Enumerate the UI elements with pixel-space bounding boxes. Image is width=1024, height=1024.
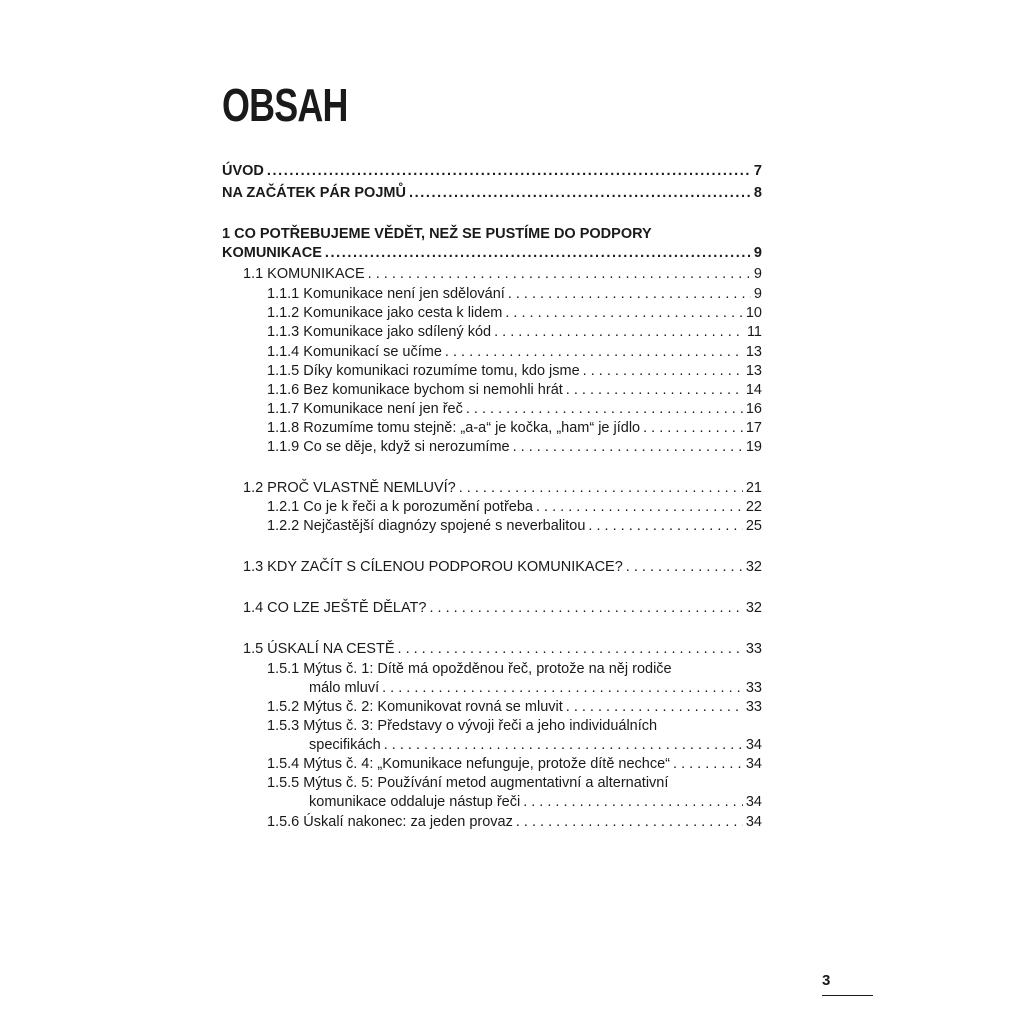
toc-entry-1-1[interactable] [243, 265, 762, 284]
toc-entry-page: 17 [745, 420, 762, 436]
toc-entry-page: 33 [745, 680, 762, 696]
toc-entry-chapter-1[interactable] [222, 244, 762, 263]
dot-leader [523, 793, 743, 812]
toc-entry-1-1-9[interactable] [267, 438, 762, 457]
toc-entry-page: 34 [745, 756, 762, 772]
toc-entry-label: 1.3 KDY ZAČÍT S CÍLENOU PODPOROU KOMUNIKACE? [243, 559, 623, 575]
toc-entry-1-4[interactable] [243, 599, 762, 618]
dot-leader [566, 698, 743, 717]
dot-leader [325, 244, 751, 263]
toc-entry-page: 16 [745, 401, 762, 417]
toc-entry-label: 1.1 KOMUNIKACE [243, 266, 365, 282]
dot-leader [508, 285, 751, 304]
toc-entry-label: 1.1.7 Komunikace není jen řeč [267, 401, 463, 417]
toc-entry-1-1-7[interactable] [267, 400, 762, 419]
toc-entry-1-5-1[interactable] [309, 679, 762, 698]
toc-entry-label: 1.1.4 Komunikací se učíme [267, 344, 442, 360]
toc-entry-page: 10 [745, 305, 762, 321]
dot-leader [409, 184, 751, 203]
toc-entry-page: 14 [745, 382, 762, 398]
toc-entry-1-5-5-line1: 1.5.5 Mýtus č. 5: Používání metod augmentativní a alternativní [267, 775, 669, 791]
toc-entry-label: 1.5.6 Úskalí nakonec: za jeden provaz [267, 814, 513, 830]
dot-leader [384, 736, 743, 755]
dot-leader [382, 679, 743, 698]
toc-entry-1-2-2[interactable] [267, 517, 762, 536]
toc-entry-label: 1.1.5 Díky komunikaci rozumíme tomu, kdo jsme [267, 363, 580, 379]
toc-entry-1-5-6[interactable] [267, 813, 762, 832]
toc-entry-page: 33 [745, 641, 762, 657]
toc-entry-page: 11 [746, 324, 762, 340]
toc-entry-1-5-2[interactable] [267, 698, 762, 717]
dot-leader [513, 438, 743, 457]
toc-entry-page: 9 [753, 286, 762, 302]
toc-entry-1-1-3[interactable] [267, 323, 762, 342]
toc-entry-label: 1.5.4 Mýtus č. 4: „Komunikace nefunguje, protože dítě nechce“ [267, 756, 671, 772]
toc-entry-1-5-3-line1: 1.5.3 Mýtus č. 3: Představy o vývoji řeči a jeho individuálních [267, 718, 658, 734]
toc-entry-label: 1.1.9 Co se děje, když si nerozumíme [267, 439, 510, 455]
toc-entry-page: 34 [745, 814, 762, 830]
toc-entry-label: 1.1.6 Bez komunikace bychom si nemohli hrát [267, 382, 563, 398]
dot-leader [398, 640, 743, 659]
toc-entry-uvod[interactable] [222, 162, 762, 181]
dot-leader [588, 517, 742, 536]
toc-entry-label: NA ZAČÁTEK PÁR POJMŮ [222, 185, 406, 201]
dot-leader [445, 343, 743, 362]
toc-entry-1-1-8[interactable] [267, 419, 762, 438]
page-title: OBSAH [222, 79, 348, 131]
toc-entry-page: 9 [753, 245, 762, 261]
toc-entry-label: specifikách [309, 737, 381, 753]
toc-entry-1-2[interactable] [243, 479, 762, 498]
dot-leader [459, 479, 743, 498]
toc-entry-page: 8 [753, 185, 762, 201]
toc-entry-label: 1.1.1 Komunikace není jen sdělování [267, 286, 505, 302]
toc-entry-label: 1.5 ÚSKALÍ NA CESTĚ [243, 641, 395, 657]
toc-entry-label: 1.4 CO LZE JEŠTĚ DĚLAT? [243, 600, 427, 616]
toc-entry-page: 32 [745, 600, 762, 616]
dot-leader [626, 558, 743, 577]
dot-leader [267, 162, 751, 181]
toc-entry-page: 9 [753, 266, 762, 282]
toc-entry-label: komunikace oddaluje nástup řeči [309, 794, 521, 810]
dot-leader [505, 304, 743, 323]
toc-entry-label: KOMUNIKACE [222, 245, 322, 261]
toc-entry-page: 21 [745, 480, 762, 496]
toc-entry-label: ÚVOD [222, 163, 264, 179]
toc-entry-label: 1.1.3 Komunikace jako sdílený kód [267, 324, 492, 340]
toc-entry-page: 32 [745, 559, 762, 575]
toc-entry-1-1-5[interactable] [267, 362, 762, 381]
toc-entry-label: málo mluví [309, 680, 380, 696]
toc-entry-1-1-1[interactable] [267, 285, 762, 304]
dot-leader [643, 419, 743, 438]
toc-chapter-1-title: 1 CO POTŘEBUJEME VĚDĚT, NEŽ SE PUSTÍME DO PODPORY [222, 226, 652, 242]
dot-leader [673, 755, 743, 774]
toc-entry-page: 25 [745, 518, 762, 534]
toc-entry-1-5-5[interactable] [309, 793, 762, 812]
toc-entry-page: 33 [745, 699, 762, 715]
toc-entry-1-3[interactable] [243, 558, 762, 577]
toc-entry-1-5[interactable] [243, 640, 762, 659]
toc-entry-label: 1.1.2 Komunikace jako cesta k lidem [267, 305, 503, 321]
toc-entry-label: 1.5.2 Mýtus č. 2: Komunikovat rovná se mluvit [267, 699, 563, 715]
dot-leader [516, 813, 743, 832]
dot-leader [583, 362, 743, 381]
dot-leader [494, 323, 744, 342]
toc-entry-1-2-1[interactable] [267, 498, 762, 517]
toc-entry-page: 7 [753, 163, 762, 179]
toc-entry-1-5-3[interactable] [309, 736, 762, 755]
toc-entry-pojmy[interactable] [222, 184, 762, 203]
dot-leader [368, 265, 751, 284]
toc-entry-1-1-6[interactable] [267, 381, 762, 400]
toc-entry-1-1-2[interactable] [267, 304, 762, 323]
toc-entry-page: 34 [745, 794, 762, 810]
toc-entry-page: 22 [745, 499, 762, 515]
page-number: 3 [822, 972, 831, 989]
toc-entry-1-5-4[interactable] [267, 755, 762, 774]
toc-entry-label: 1.2.1 Co je k řeči a k porozumění potřeba [267, 499, 533, 515]
toc-entry-page: 19 [745, 439, 762, 455]
toc-entry-page: 34 [745, 737, 762, 753]
toc-entry-page: 13 [745, 344, 762, 360]
toc-entry-1-5-1-line1: 1.5.1 Mýtus č. 1: Dítě má opožděnou řeč, protože na něj rodiče [267, 661, 672, 677]
toc-entry-1-1-4[interactable] [267, 343, 762, 362]
dot-leader [536, 498, 743, 517]
page-number-rule [822, 995, 873, 996]
dot-leader [466, 400, 743, 419]
toc-entry-page: 13 [745, 363, 762, 379]
toc-entry-label: 1.1.8 Rozumíme tomu stejně: „a-a“ je kočka, „ham“ je jídlo [267, 420, 641, 436]
dot-leader [429, 599, 742, 618]
toc-entry-label: 1.2.2 Nejčastější diagnózy spojené s neverbalitou [267, 518, 586, 534]
toc-entry-label: 1.2 PROČ VLASTNĚ NEMLUVÍ? [243, 480, 456, 496]
dot-leader [566, 381, 743, 400]
